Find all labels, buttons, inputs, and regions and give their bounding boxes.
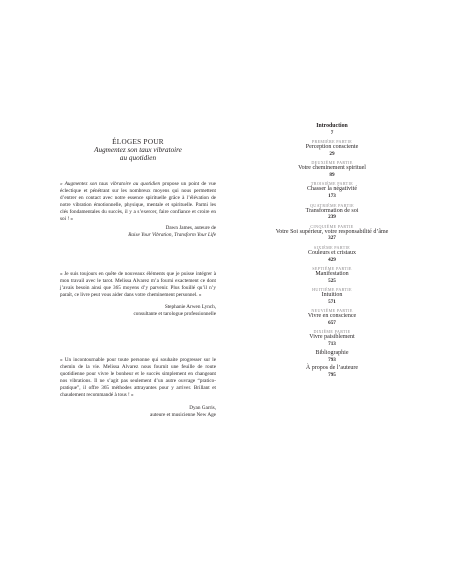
praise-heading — [60, 138, 216, 163]
toc-part-page: 713 — [328, 340, 336, 347]
quote-author-book: Raise Your Vibration, Transform Your Life — [128, 231, 216, 238]
toc-part-title: Couleurs et cristaux — [308, 249, 356, 256]
toc-part-label: NEUVIÈME PARTIE — [311, 308, 353, 314]
toc-part-page: 29 — [329, 151, 335, 158]
toc-part-title: Intuition — [321, 291, 343, 298]
toc-part-entry[interactable] — [254, 245, 410, 263]
toc-part-label: TROISIÈME PARTIE — [310, 181, 354, 187]
praise-heading-book-subtitle: au quotidien — [119, 154, 157, 163]
toc-part-title: Manifestation — [315, 270, 349, 277]
quote-lead: « Augmentez son taux vibratoire au quotidien — [60, 181, 161, 187]
praise-heading-line1: ÉLOGES POUR — [112, 138, 164, 146]
toc-entry-page: 793 — [328, 356, 336, 363]
quote-3 — [60, 357, 216, 419]
toc-entry-title: Introduction — [316, 123, 348, 129]
toc-part-page: 657 — [328, 319, 336, 326]
quote-text: « Je suis toujours en quête de nouveaux éléments que je puisse intégrer à mon travail avec le tarot. Melissa Alvarez m’a fourni exactement ce dont j’avais besoin ainsi que 365 moyens d’y parvenir. Plus fouillé qu’il n’y paraît, ce livre peut vous aider dans votre cheminement personnel. » — [60, 271, 216, 299]
toc-part-label: SIXIÈME PARTIE — [313, 244, 351, 250]
praise-heading-book-title: Augmentez son taux vibratoire — [94, 146, 182, 155]
quote-2 — [60, 271, 216, 319]
toc-entry-page: 795 — [328, 372, 336, 379]
toc-part-page: 327 — [328, 235, 336, 242]
quote-1 — [60, 181, 216, 239]
toc-part-entry[interactable] — [254, 181, 410, 199]
toc-part-label: DIXIÈME PARTIE — [313, 329, 351, 335]
quote-text — [60, 181, 216, 224]
quote-body: propose un point de vue éclectique et pénétrant sur les nombreux moyens qui nous permettent d’entrer en contact avec notre essence spirituelle grâce à l’élévation de notre vibration émotionnelle, physique, mentale et spirituelle. Parmi les clés fondamentales du succès, il y a s’exercer, faire confiance et croire en soi ! » — [60, 181, 216, 223]
toc-part-page: 571 — [328, 298, 336, 305]
quote-author-role: auteure et musicienne New Age — [150, 411, 216, 418]
toc-part-title: Vivre en conscience — [307, 313, 357, 320]
toc-part-title: Vivre paisiblement — [309, 334, 355, 341]
toc-entry-bibliography[interactable] — [254, 350, 410, 363]
toc-part-page: 239 — [328, 214, 336, 221]
toc-part-title: Transformation de soi — [305, 207, 359, 214]
quote-author: Dyan Garris, — [189, 404, 216, 411]
toc-part-label: PREMIÈRE PARTIE — [311, 139, 353, 145]
toc-entry-introduction[interactable] — [254, 123, 410, 136]
quote-text: « Un incontournable pour toute personne qui souhaite progresser sur le chemin de la vie. Melissa Alvarez nous fournit une feuille de route quotidienne pour vivre le bonheur et le succès simplement en changeant nos vibrations. Il ne s’agit pas seulement d’un autre ouvrage “pratico-pratique”, il offre 365 méthodes attrayantes pour y arriver. Brillant et chaudement recommandé à tous ! » — [60, 357, 216, 399]
toc-part-entry[interactable] — [254, 308, 410, 326]
table-of-contents-page — [226, 0, 452, 584]
toc-part-entry[interactable] — [254, 203, 410, 221]
toc-part-label: QUATRIÈME PARTIE — [310, 202, 354, 208]
toc-part-page: 173 — [328, 193, 336, 200]
toc-part-entry[interactable] — [254, 266, 410, 284]
toc-entry-about-author[interactable] — [254, 365, 410, 378]
toc-part-title: Chasser la négativité — [307, 186, 357, 193]
toc-part-entry[interactable] — [254, 160, 410, 178]
toc-part-title: Votre cheminement spirituel — [298, 165, 366, 172]
toc-part-title: Votre Soi supérieur, votre responsabilité d’âme — [275, 228, 389, 235]
table-of-contents — [254, 123, 410, 378]
toc-entry-title: À propos de l’auteure — [305, 365, 359, 372]
toc-part-label: DEUXIÈME PARTIE — [311, 160, 353, 166]
toc-part-label: HUITIÈME PARTIE — [312, 286, 352, 292]
toc-part-label: SEPTIÈME PARTIE — [312, 265, 352, 271]
toc-entry-title: Bibliographie — [315, 349, 349, 356]
toc-part-entry[interactable] — [254, 224, 410, 242]
toc-part-page: 525 — [328, 277, 336, 284]
toc-part-title: Perception consciente — [305, 144, 359, 151]
toc-entry-page: 7 — [330, 130, 334, 136]
toc-part-entry[interactable] — [254, 139, 410, 157]
toc-part-page: 429 — [328, 256, 336, 263]
toc-part-label: CINQUIÈME PARTIE — [310, 223, 354, 229]
toc-part-page: 89 — [329, 172, 335, 179]
quote-author-role: consultante et tarologue professionnelle — [133, 311, 216, 318]
toc-part-entry[interactable] — [254, 287, 410, 305]
toc-part-entry[interactable] — [254, 329, 410, 347]
quote-author: Dawn James, auteure de — [165, 224, 216, 231]
quote-author: Stephanie Arwen Lynch, — [164, 304, 216, 311]
